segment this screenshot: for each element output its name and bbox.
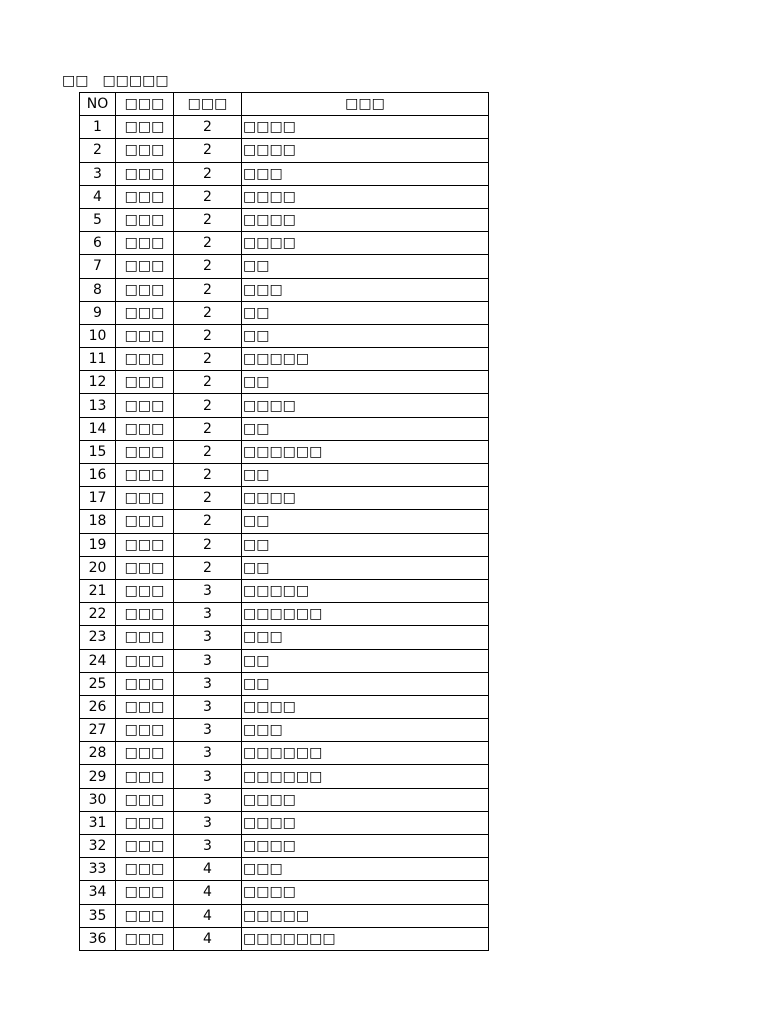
- row-col-4: □□□□: [242, 487, 489, 510]
- header-col-4: □□□: [242, 93, 489, 116]
- row-col-2: □□□: [116, 208, 174, 231]
- row-col-4: □□□□: [242, 835, 489, 858]
- row-col-3: 2: [174, 533, 242, 556]
- row-col-4: □□: [242, 556, 489, 579]
- row-number: 3: [80, 162, 116, 185]
- table-row: [80, 301, 489, 324]
- table-row: [80, 371, 489, 394]
- row-col-3: 2: [174, 255, 242, 278]
- row-col-3: 2: [174, 301, 242, 324]
- row-number: 33: [80, 858, 116, 881]
- row-number: 20: [80, 556, 116, 579]
- row-number: 24: [80, 649, 116, 672]
- header-col-2: □□□: [116, 93, 174, 116]
- row-col-4: □□□□□□□: [242, 927, 489, 950]
- table-row: [80, 533, 489, 556]
- row-number: 16: [80, 464, 116, 487]
- row-col-3: 3: [174, 626, 242, 649]
- header-no: NO: [80, 93, 116, 116]
- row-col-3: 3: [174, 765, 242, 788]
- table-row: [80, 510, 489, 533]
- row-col-2: □□□: [116, 371, 174, 394]
- row-col-3: 2: [174, 232, 242, 255]
- row-col-4: □□: [242, 324, 489, 347]
- row-col-2: □□□: [116, 765, 174, 788]
- row-col-2: □□□: [116, 464, 174, 487]
- row-number: 28: [80, 742, 116, 765]
- row-number: 13: [80, 394, 116, 417]
- row-number: 18: [80, 510, 116, 533]
- row-col-3: 4: [174, 881, 242, 904]
- table-row: [80, 927, 489, 950]
- row-number: 7: [80, 255, 116, 278]
- row-number: 12: [80, 371, 116, 394]
- row-col-3: 2: [174, 185, 242, 208]
- row-col-3: 2: [174, 464, 242, 487]
- row-col-2: □□□: [116, 858, 174, 881]
- table-row: [80, 232, 489, 255]
- row-number: 11: [80, 348, 116, 371]
- table-row: [80, 394, 489, 417]
- row-number: 27: [80, 719, 116, 742]
- table-row: [80, 788, 489, 811]
- row-number: 21: [80, 579, 116, 602]
- row-col-2: □□□: [116, 811, 174, 834]
- row-col-3: 2: [174, 162, 242, 185]
- table-row: [80, 765, 489, 788]
- row-col-4: □□□□: [242, 695, 489, 718]
- row-number: 34: [80, 881, 116, 904]
- row-col-3: 4: [174, 858, 242, 881]
- row-number: 9: [80, 301, 116, 324]
- row-col-4: □□: [242, 533, 489, 556]
- row-col-2: □□□: [116, 510, 174, 533]
- row-col-4: □□□□: [242, 232, 489, 255]
- row-col-4: □□□□: [242, 208, 489, 231]
- table-row: [80, 603, 489, 626]
- data-table-container: [79, 92, 489, 951]
- row-col-2: □□□: [116, 672, 174, 695]
- row-col-3: 3: [174, 835, 242, 858]
- row-col-4: □□: [242, 672, 489, 695]
- row-number: 25: [80, 672, 116, 695]
- row-col-3: 2: [174, 510, 242, 533]
- row-number: 31: [80, 811, 116, 834]
- table-row: [80, 672, 489, 695]
- row-col-4: □□: [242, 255, 489, 278]
- row-col-3: 2: [174, 440, 242, 463]
- row-col-4: □□□□□: [242, 579, 489, 602]
- row-col-3: 3: [174, 649, 242, 672]
- row-number: 22: [80, 603, 116, 626]
- row-col-4: □□□□: [242, 185, 489, 208]
- row-col-3: 3: [174, 719, 242, 742]
- row-col-3: 4: [174, 927, 242, 950]
- row-col-4: □□□: [242, 719, 489, 742]
- row-col-2: □□□: [116, 626, 174, 649]
- row-number: 2: [80, 139, 116, 162]
- row-col-4: □□□: [242, 626, 489, 649]
- row-number: 19: [80, 533, 116, 556]
- row-col-3: 3: [174, 695, 242, 718]
- row-number: 6: [80, 232, 116, 255]
- row-number: 23: [80, 626, 116, 649]
- row-number: 1: [80, 116, 116, 139]
- table-row: [80, 417, 489, 440]
- row-col-3: 2: [174, 417, 242, 440]
- row-col-2: □□□: [116, 185, 174, 208]
- row-col-2: □□□: [116, 348, 174, 371]
- row-col-4: □□□: [242, 858, 489, 881]
- row-col-2: □□□: [116, 324, 174, 347]
- row-col-2: □□□: [116, 533, 174, 556]
- row-col-2: □□□: [116, 394, 174, 417]
- row-col-4: □□□□: [242, 394, 489, 417]
- row-col-2: □□□: [116, 116, 174, 139]
- row-col-4: □□□□: [242, 811, 489, 834]
- row-col-3: 2: [174, 348, 242, 371]
- row-col-3: 2: [174, 208, 242, 231]
- table-row: [80, 835, 489, 858]
- table-row: [80, 162, 489, 185]
- row-col-4: □□□□□: [242, 348, 489, 371]
- row-col-4: □□: [242, 301, 489, 324]
- row-number: 15: [80, 440, 116, 463]
- row-col-2: □□□: [116, 278, 174, 301]
- table-row: [80, 139, 489, 162]
- table-row: [80, 649, 489, 672]
- table-body: [80, 116, 489, 951]
- table-row: [80, 719, 489, 742]
- row-col-3: 2: [174, 487, 242, 510]
- row-col-3: 3: [174, 603, 242, 626]
- row-col-2: □□□: [116, 904, 174, 927]
- row-number: 14: [80, 417, 116, 440]
- row-number: 26: [80, 695, 116, 718]
- row-col-3: 2: [174, 394, 242, 417]
- table-row: [80, 255, 489, 278]
- table-row: [80, 579, 489, 602]
- row-col-2: □□□: [116, 927, 174, 950]
- row-number: 5: [80, 208, 116, 231]
- row-col-4: □□: [242, 649, 489, 672]
- row-col-3: 2: [174, 556, 242, 579]
- row-number: 30: [80, 788, 116, 811]
- row-col-4: □□□□□: [242, 904, 489, 927]
- row-number: 35: [80, 904, 116, 927]
- row-col-2: □□□: [116, 719, 174, 742]
- row-col-4: □□: [242, 371, 489, 394]
- row-col-3: 3: [174, 672, 242, 695]
- row-col-2: □□□: [116, 301, 174, 324]
- row-col-2: □□□: [116, 579, 174, 602]
- table-row: [80, 185, 489, 208]
- table-row: [80, 116, 489, 139]
- row-col-2: □□□: [116, 742, 174, 765]
- table-row: [80, 626, 489, 649]
- row-col-2: □□□: [116, 487, 174, 510]
- row-col-4: □□: [242, 464, 489, 487]
- row-col-4: □□□□□□: [242, 440, 489, 463]
- row-col-3: 3: [174, 579, 242, 602]
- row-number: 29: [80, 765, 116, 788]
- row-number: 4: [80, 185, 116, 208]
- row-col-4: □□□□: [242, 139, 489, 162]
- row-col-2: □□□: [116, 649, 174, 672]
- row-col-3: 3: [174, 811, 242, 834]
- table-row: [80, 904, 489, 927]
- row-col-2: □□□: [116, 695, 174, 718]
- row-col-4: □□: [242, 417, 489, 440]
- row-col-4: □□□□: [242, 116, 489, 139]
- table-row: [80, 348, 489, 371]
- row-col-4: □□□: [242, 162, 489, 185]
- row-number: 17: [80, 487, 116, 510]
- row-col-4: □□□□□□: [242, 765, 489, 788]
- row-col-4: □□□: [242, 278, 489, 301]
- table-row: [80, 811, 489, 834]
- row-number: 36: [80, 927, 116, 950]
- row-col-4: □□□□: [242, 881, 489, 904]
- table-row: [80, 440, 489, 463]
- row-col-4: □□□□□□: [242, 603, 489, 626]
- row-col-2: □□□: [116, 417, 174, 440]
- table-row: [80, 881, 489, 904]
- row-number: 10: [80, 324, 116, 347]
- table-row: [80, 464, 489, 487]
- row-col-3: 2: [174, 278, 242, 301]
- row-col-2: □□□: [116, 881, 174, 904]
- row-number: 8: [80, 278, 116, 301]
- row-col-3: 2: [174, 324, 242, 347]
- row-col-3: 3: [174, 742, 242, 765]
- row-col-2: □□□: [116, 232, 174, 255]
- header-col-3: □□□: [174, 93, 242, 116]
- row-col-3: 3: [174, 788, 242, 811]
- document-title: □□ □□□□□: [62, 73, 169, 89]
- row-col-4: □□□□□□: [242, 742, 489, 765]
- table-row: [80, 278, 489, 301]
- table-row: [80, 208, 489, 231]
- table-row: [80, 324, 489, 347]
- table-row: [80, 742, 489, 765]
- row-col-3: 2: [174, 371, 242, 394]
- row-col-3: 2: [174, 139, 242, 162]
- row-col-2: □□□: [116, 788, 174, 811]
- row-col-4: □□□□: [242, 788, 489, 811]
- row-col-2: □□□: [116, 162, 174, 185]
- row-col-2: □□□: [116, 440, 174, 463]
- row-number: 32: [80, 835, 116, 858]
- data-table: [79, 92, 489, 951]
- row-col-4: □□: [242, 510, 489, 533]
- table-row: [80, 487, 489, 510]
- table-row: [80, 858, 489, 881]
- row-col-2: □□□: [116, 139, 174, 162]
- row-col-2: □□□: [116, 556, 174, 579]
- row-col-3: 4: [174, 904, 242, 927]
- row-col-2: □□□: [116, 255, 174, 278]
- table-row: [80, 556, 489, 579]
- row-col-3: 2: [174, 116, 242, 139]
- row-col-2: □□□: [116, 603, 174, 626]
- table-header-row: [80, 93, 489, 116]
- table-row: [80, 695, 489, 718]
- row-col-2: □□□: [116, 835, 174, 858]
